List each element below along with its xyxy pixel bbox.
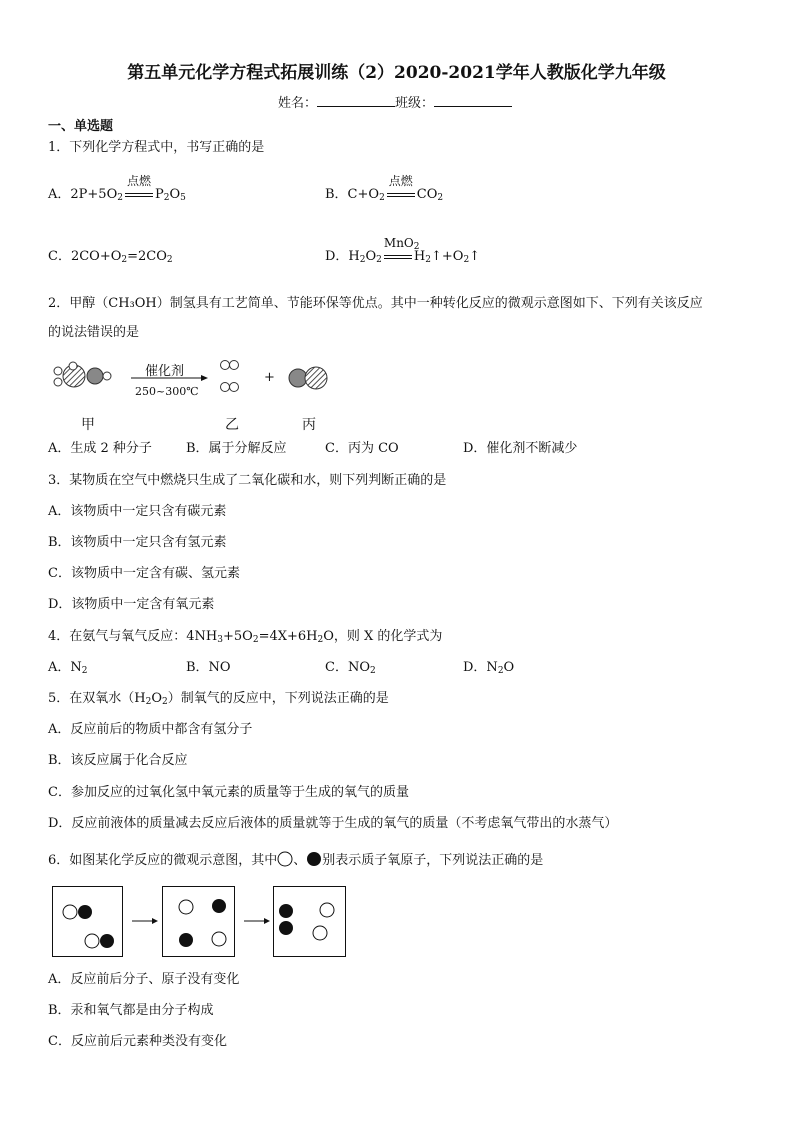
- label-jia: 甲: [81, 417, 95, 433]
- q2-option-c: C．丙为 CO: [325, 441, 399, 456]
- q1-option-c: C．$2CO+O_2=2CO_2$: [48, 249, 173, 265]
- q1-option-b: B．$C+O_2$ 点燃 $CO_2$: [325, 174, 444, 203]
- q1-stem: 1．下列化学方程式中，书写正确的是: [48, 140, 265, 155]
- q3-option-a: A．该物质中一定只含有碳元素: [48, 504, 227, 519]
- q2-option-d: D．催化剂不断减少: [463, 441, 578, 456]
- class-blank[interactable]: [434, 94, 512, 107]
- q1-option-d: D．$H_2O_2$ MnO$_2$ $H_2↑+O_2↑$: [325, 236, 481, 265]
- q6-option-a: A．反应前后分子、原子没有变化: [48, 972, 240, 987]
- hydrogen-molecules: [221, 361, 239, 392]
- q6-reaction-diagram: [52, 886, 348, 958]
- q3-option-b: B．该物质中一定只含有氢元素: [48, 535, 227, 550]
- q1-option-a: A．$2P+5O_2$ 点燃 $P_2O_5$: [48, 174, 186, 203]
- q2-stem-line2: 的说法错误的是: [48, 325, 140, 340]
- plus-sign: +: [264, 370, 275, 385]
- q2-option-b: B．属于分解反应: [186, 441, 287, 456]
- q6-option-c: C．反应前后元素种类没有变化: [48, 1034, 227, 1049]
- q3-option-c: C．该物质中一定含有碳、氢元素: [48, 566, 240, 581]
- q4-option-b: B．NO: [186, 660, 231, 675]
- white-circle-icon: [277, 851, 293, 867]
- q4-option-d: D．$N_2O$: [463, 660, 515, 676]
- q4-option-c: C．$NO_2$: [325, 660, 376, 676]
- name-label: 姓名：: [278, 96, 318, 111]
- q6-stem: 6．如图某化学反应的微观示意图，其中 、 别表示质子氧原子，下列说法正确的是: [48, 853, 544, 868]
- name-class-line: [278, 92, 512, 111]
- name-blank[interactable]: [317, 94, 395, 107]
- catalyst-label: 催化剂: [145, 364, 185, 379]
- q4-stem: 4．在氨气与氧气反应：$4NH_3+5O_2=4X+6H_2O$，则 X 的化学式为: [48, 629, 443, 645]
- page-title: 第五单元化学方程式拓展训练（2）2020-2021学年人教版化学九年级: [127, 63, 666, 83]
- q5-option-d: D．反应前液体的质量减去反应后液体的质量就等于生成的氧气的质量（不考虑氧气带出的水蒸气）: [48, 816, 618, 831]
- q3-option-d: D．该物质中一定含有氧元素: [48, 597, 215, 612]
- q5-stem: 5．在双氧水$(H_2O_2)$制氧气的反应中，下列说法正确的是: [48, 691, 389, 707]
- q4-option-a: A．$N_2$: [48, 660, 88, 676]
- co-molecule: [289, 367, 327, 389]
- q5-option-a: A．反应前后的物质中都含有氢分子: [48, 722, 253, 737]
- black-circle-icon: [306, 851, 322, 867]
- label-bing: 丙: [302, 417, 316, 433]
- q6-option-b: B．汞和氧气都是由分子构成: [48, 1003, 214, 1018]
- q5-option-b: B．该反应属于化合反应: [48, 753, 188, 768]
- methanol-molecule: [54, 362, 111, 387]
- section-heading: 一、单选题: [48, 119, 114, 134]
- q2-option-a: A．生成 2 种分子: [48, 441, 152, 456]
- label-yi: 乙: [225, 417, 239, 433]
- class-label: 班级：: [395, 96, 435, 111]
- q5-option-c: C．参加反应的过氧化氢中氧元素的质量等于生成的氧气的质量: [48, 785, 409, 800]
- q3-stem: 3．某物质在空气中燃烧只生成了二氧化碳和水，则下列判断正确的是: [48, 473, 447, 488]
- q2-stem-line1: 2．甲醇（CH₃OH）制氢具有工艺简单、节能环保等优点。其中一种转化反应的微观示意图如下、下列有关该反应: [48, 296, 703, 311]
- temperature-label: 250~300℃: [135, 385, 199, 398]
